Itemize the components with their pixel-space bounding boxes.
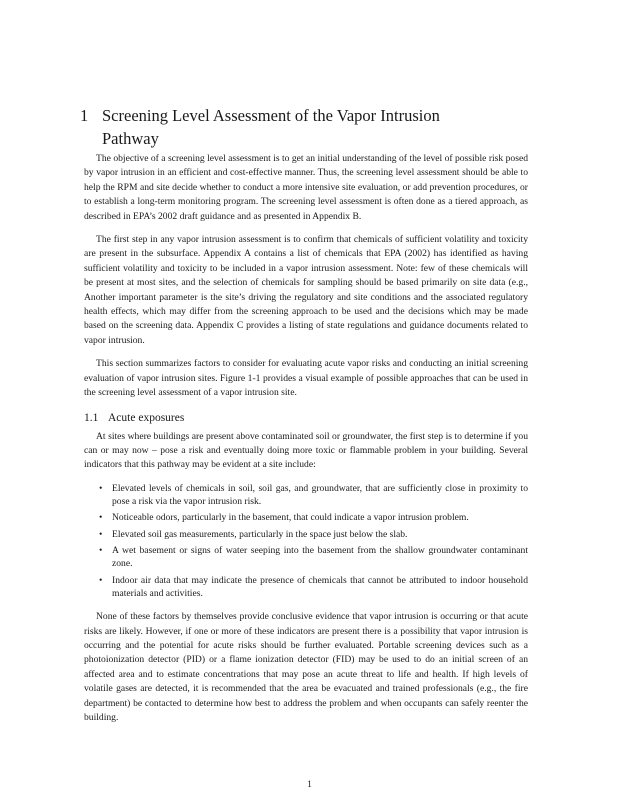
closing-paragraph: None of these factors by themselves provide conclusive evidence that vapor intrusion is occurring or that acute risks are likely. However, if one or more of these indicators are present there is a possibility that vapor intrusion is occurring and the potential for acute risks should be further evaluated. Portable screening devices such as a photoionization detector (PID) or a flame ionization detector (FID) may be used to do an initial screen of an affected area and to estimate concentrations that may pose an acute threat to life and health. If high levels of volatile gases are detected, it is recommended that the area be evacuated and trained professionals (e.g., the fire department) be contacted to determine how best to address the problem and when occupants can safely reenter the building.: [84, 611, 528, 723]
indicator-list: [112, 482, 528, 600]
section-body: [84, 152, 528, 734]
list-item: • A wet basement or signs of water seeping into the basement from the shallow groundwater contaminant zone.: [112, 544, 528, 571]
intro-paragraph-2: The first step in any vapor intrusion assessment is to confirm that chemicals of sufficient volatility and toxicity are present in the subsurface. Appendix A contains a list of chemicals that EPA (2002) has identified as having sufficient volatility and toxicity to be included in a vapor intrusion assessment. Note: few of these chemicals will be present at most sites, and the selection of chemicals for sampling should be based primarily on site data (e.g., Another important parameter is the site’s driving the regulatory and site conditions and the associated regulatory health effects, which may differ from the screening approach to be used and the decisions which may be made based on the screening data. Appendix C provides a listing of state regulations and guidance documents related to vapor intrusion.: [84, 234, 528, 346]
subsection-heading: [84, 412, 528, 424]
intro-paragraph-1: The objective of a screening level assessment is to get an initial understanding of the level of possible risk posed by vapor intrusion in an efficient and cost-effective manner. Thus, the screening level assessment should be able to help the RPM and site decide whether to conduct a more intensive site evaluation, or add prevention procedures, or to establish a long-term monitoring program. The screening level assessment is often done as a tiered approach, as described in EPA’s 2002 draft guidance and as presented in Appendix B.: [84, 153, 528, 222]
subsection-title: Acute exposures: [108, 411, 185, 424]
section-title-line-2: Pathway: [102, 129, 159, 148]
page-number: 1: [307, 780, 312, 790]
list-item: • Elevated soil gas measurements, particularly in the space just below the slab.: [112, 528, 528, 541]
list-item: • Indoor air data that may indicate the presence of chemicals that cannot be attributed to indoor household materials and activities.: [112, 574, 528, 601]
subsection-number: 1.1: [84, 411, 99, 424]
list-item: • Noticeable odors, particularly in the basement, that could indicate a vapor intrusion problem.: [112, 511, 528, 524]
section-title-line-1: Screening Level Assessment of the Vapor Intrusion: [102, 106, 440, 125]
list-item: • Elevated levels of chemicals in soil, soil gas, and groundwater, that are sufficiently close in proximity to pose a risk via the vapor intrusion risk.: [112, 482, 528, 509]
subsection-paragraph: At sites where buildings are present above contaminated soil or groundwater, the first step is to determine if you can or may now – pose a risk and eventually doing more toxic or flammable problem in your building. Several indicators that this pathway may be evident at a site include:: [84, 430, 528, 471]
intro-paragraph-3: This section summarizes factors to consider for evaluating acute vapor risks and conducting an initial screening evaluation of vapor intrusion sites. Figure 1-1 provides a visual example of possible approaches that can be used in the screening level assessment of a vapor intrusion site.: [84, 358, 528, 399]
section-title: [80, 104, 540, 150]
section-number: 1: [80, 106, 89, 125]
